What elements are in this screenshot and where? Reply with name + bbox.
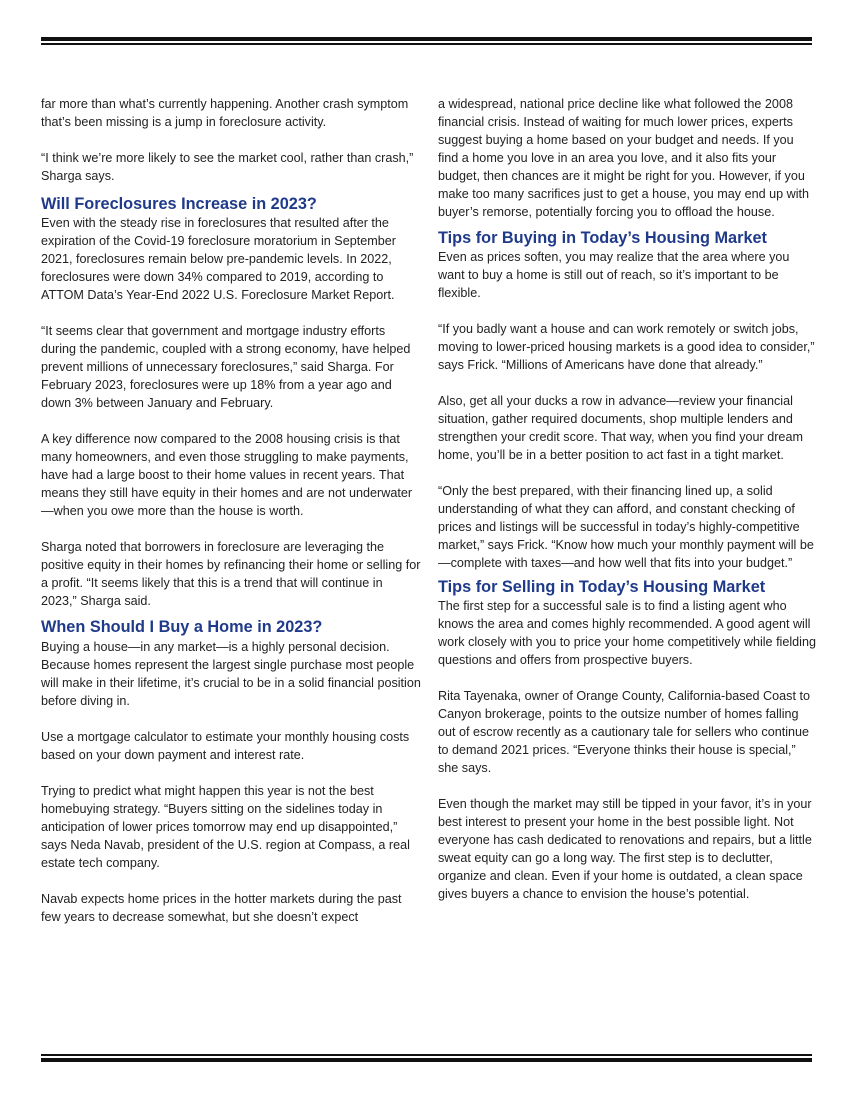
- right-column: [438, 95, 816, 903]
- body-paragraph: A key difference now compared to the 2008 housing crisis is that many homeowners, and even those struggling to make payments, have had a large boost to their home values in recent years. That means they still have equity in their homes and are not underwater—when you owe more than the house is worth.: [41, 432, 413, 518]
- section-heading-foreclosures: Will Foreclosures Increase in 2023?: [41, 195, 317, 213]
- body-paragraph: The first step for a successful sale is to find a listing agent who knows the area and comes highly recommended. A good agent will work closely with you to price your home competitively while fielding questions and offers from prospective buyers.: [438, 599, 816, 667]
- body-paragraph: “If you badly want a house and can work remotely or switch jobs, moving to lower-priced housing markets is a good idea to consider,” says Frick. “Millions of Americans have done that already.”: [438, 322, 815, 372]
- body-paragraph: Also, get all your ducks a row in advance—review your financial situation, gather required documents, shop multiple lenders and strengthen your credit score. That way, when you find your dream home, you’ll be in a better position to act fast in a tight market.: [438, 394, 803, 462]
- body-paragraph: Even as prices soften, you may realize that the area where you want to buy a home is still out of reach, so it’s important to be flexible.: [438, 250, 790, 300]
- section-heading-buying-tips: Tips for Buying in Today’s Housing Market: [438, 229, 767, 247]
- body-paragraph: Use a mortgage calculator to estimate your monthly housing costs based on your down payment and interest rate.: [41, 730, 410, 762]
- body-paragraph: Trying to predict what might happen this year is not the best homebuying strategy. “Buyers sitting on the sidelines today in anticipation of lower prices tomorrow may end up disappointed,” says Neda Navab, president of the U.S. region at Compass, a real estate tech company.: [41, 784, 410, 870]
- body-paragraph: “I think we’re more likely to see the market cool, rather than crash,” Sharga says.: [41, 151, 414, 183]
- body-paragraph: Even with the steady rise in foreclosures that resulted after the expiration of the Covid-19 foreclosure moratorium in September 2021, foreclosures remain below pre-pandemic levels. In 2022, foreclosures were down 34% compared to 2019, according to ATTOM Data’s Year-End 2022 U.S. Foreclosure Market Report.: [41, 216, 396, 302]
- body-paragraph: Buying a house—in any market—is a highly personal decision. Because homes represent the largest single purchase most people will make in their lifetime, it’s crucial to be in a solid financial position before diving in.: [41, 640, 421, 708]
- left-column: [41, 95, 421, 926]
- bottom-double-rule: [41, 1054, 812, 1062]
- section-heading-selling-tips: Tips for Selling in Today’s Housing Market: [438, 578, 766, 596]
- section-heading-when-to-buy: When Should I Buy a Home in 2023?: [41, 618, 323, 636]
- body-paragraph: Sharga noted that borrowers in foreclosure are leveraging the positive equity in their homes by refinancing their home or selling for a profit. “It seems likely that this is a trend that will continue in 2023,” Sharga said.: [41, 540, 421, 608]
- body-paragraph: Navab expects home prices in the hotter markets during the past few years to decrease somewhat, but she doesn’t expect: [41, 892, 402, 924]
- body-paragraph: far more than what’s currently happening. Another crash symptom that’s been missing is a jump in foreclosure activity.: [41, 97, 409, 129]
- body-paragraph: “Only the best prepared, with their financing lined up, a solid understanding of what they can afford, and constant checking of prices and listings will be successful in today’s highly-competitive market,” says Frick. “Know how much your monthly payment will be—complete with taxes—and how well that fits into your budget.”: [438, 484, 814, 570]
- body-paragraph: Rita Tayenaka, owner of Orange County, California-based Coast to Canyon brokerage, points to the outsize number of homes falling out of escrow recently as a cautionary tale for sellers who continue to demand 2021 prices. “Everyone thinks their house is special,” she says.: [438, 689, 810, 775]
- top-double-rule: [41, 37, 812, 45]
- body-paragraph: a widespread, national price decline like what followed the 2008 financial crisis. Instead of waiting for much lower prices, experts suggest buying a home based on your budget and needs. If you find a home you love in an area you love, and it also fits your budget, then chances are it might be right for you. However, if you make too many sacrifices just to get a house, you may end up with buyer’s remorse, potentially forcing you to offload the house.: [438, 97, 810, 219]
- body-paragraph: “It seems clear that government and mortgage industry efforts during the pandemic, coupled with a strong economy, have helped prevent millions of unnecessary foreclosures,” said Sharga. For February 2023, foreclosures were up 18% from a year ago and down 3% between January and February.: [41, 324, 411, 410]
- body-paragraph: Even though the market may still be tipped in your favor, it’s in your best interest to present your home in the best possible light. Not everyone has cash dedicated to renovations and repairs, but a little sweat equity can go a long way. The first step is to declutter, organize and clean. Even if your home is outdated, a clean space gives buyers a chance to envision the house’s potential.: [438, 797, 812, 901]
